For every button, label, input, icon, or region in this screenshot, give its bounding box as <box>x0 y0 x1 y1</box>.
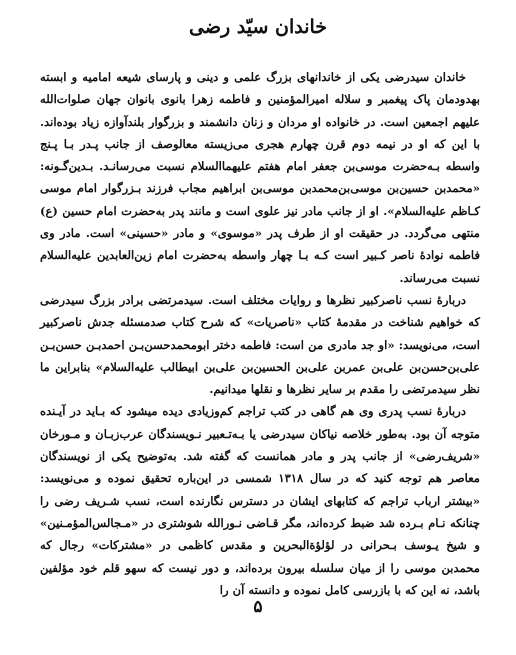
paragraph-3: دربارهٔ نسب پدری وی هم گاهی در کتب تراجم کم‌وزیادی دیده میشود که بـاید در آیـنده متوجه آن بود. به‌طور خلاصه نیاکان سیدرضی یا بـه‌تـعبیر نـویسندگان عرب‌زبـان و مـورخان «شریف‌رضی» از جانب پدر و مادر همانست که گفته شد. به‌توضیح یکی از نویسندگان معاصر هم توجه کنید که در سال ۱۳۱۸ شمسی در این‌باره تحقیق نموده و می‌نویسد: «بیشتر ارباب تراجم که کتابهای ایشان در دسترس نگارنده است، نسب شـریف رضی را چنانکه نـام بـرده شد ضبط کرده‌اند، مگر قـاضی نـورالله شوشتری در «مـجالس‌المؤمـنین» و شیخ یـوسف بـحرانی در لؤلؤةالبحرین و مقدس کاظمی در «مشترکات» رجال که محمدبن موسی را از میان سلسله بیرون برده‌اند، و دور نیست که سهو قلم خود مؤلفین باشد، نه این که با بازرسی کامل نموده و دانسته آن را <box>40 404 480 597</box>
paragraph-1: خاندان سیدرضی یکی از خاندانهای بزرگ علمی و دینی و پارسای شیعه امامیه و ابسته بهدودمان پاک پیغمبر و سلاله امیرالمؤمنین و فاطمه زهرا بانوی بانوان جهان صلوات‌الله علیهم اجمعین است. در خانواده او مردان و زنان دانشمند و بزرگوار بلندآوازه زیاد بوده‌اند. با این که او در نیمه دوم قرن چهارم هجری می‌زیسته معالوصف از جانب پـدر بـا پـنج واسطه بـه‌حضرت موسی‌بن جعفر امام هفتم علیهما‌السلام نسبت می‌رسانـد. بـدین‌گـونه: «محمدبن حسین‌بن موسی‌بن‌محمدبن موسی‌بن ابراهیم مجاب فرزند بـزرگوار امام موسی کـاظم علیه‌السلام». او از جانب مادر نیز علوی است و مانند پدر به‌حضرت امام حسین (ع) منتهی می‌گردد. در حقیقت او از طرف پدر «موسوی» و مادر «حسینی» است. مادر وی فاطمه نوادهٔ ناصر کـبیر است کـه بـا چهار واسطه به‌حضرت امام زین‌العابدین علیه‌السلام نسبت می‌رساند. <box>40 70 480 285</box>
body-text <box>40 66 480 601</box>
paragraph-2: دربارهٔ نسب ناصرکبیر نظرها و روایات مختلف است. سیدمرتضی برادر بزرگ سیدرضی که خواهیم شناخت در مقدمهٔ کتاب «ناصریات» که شرح کتاب صدمسئله جدش ناصرکبیر است، می‌نویسد: «او جد مادری من است: فاطمه دختر ابومحمدحسن‌بـن احمدبـن حسن‌بـن علی‌بن‌حسن‌بن علی‌بن عمر‌بن علی‌بن الحسین‌بن علی‌بن ابیطالب علیه‌السلام» بنابراین ما نظر سیدمرتضی را مقدم بر سایر نظرها و نقلها میدانیم. <box>40 292 480 397</box>
page-number: ۵ <box>253 597 263 617</box>
page-title: خاندان سیّد رضی <box>188 16 328 38</box>
